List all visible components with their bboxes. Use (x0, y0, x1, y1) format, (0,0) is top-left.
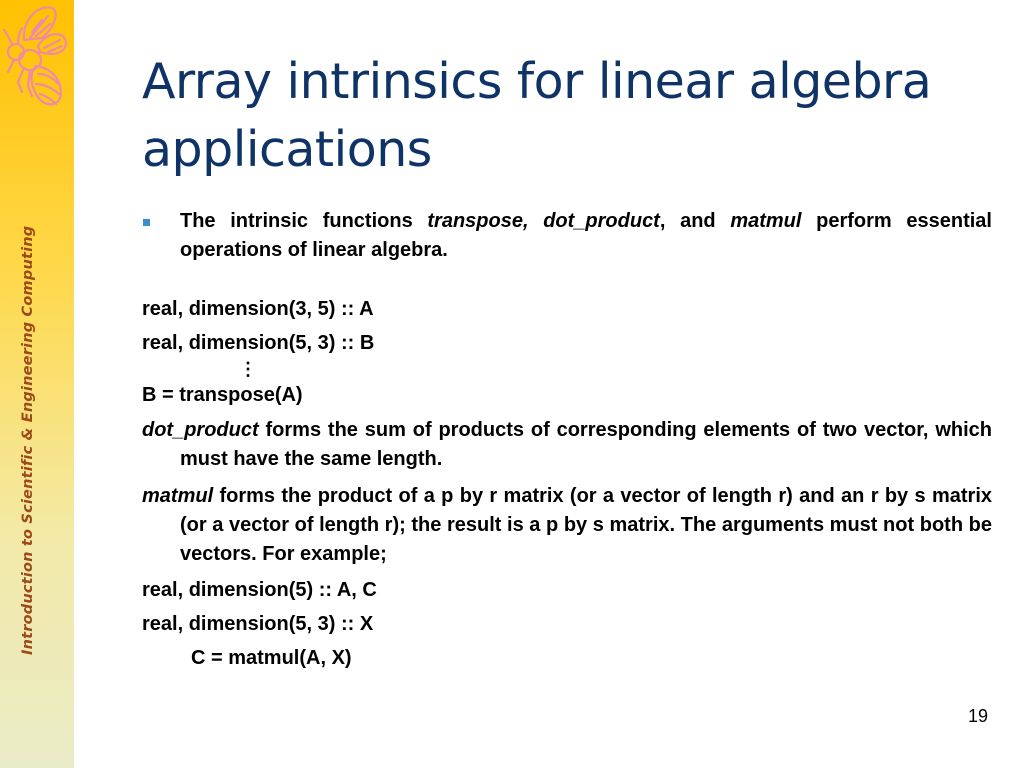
page-number: 19 (967, 706, 988, 726)
code-line: real, dimension(3, 5) :: A (142, 298, 374, 320)
bullet-text-and: , and (659, 210, 731, 232)
matmul-term: matmul (142, 485, 214, 507)
matmul-text: forms the product of a p by r matrix (or a vector of length r) and an r by s matrix (or a vector of length r); the result is a p by s matrix. The arguments must not both be vectors. For example; (180, 485, 992, 565)
dot-product-term: dot_product (142, 419, 259, 441)
vdots-glyph: ⋮ (239, 359, 257, 379)
code-line: B = transpose(A) (142, 384, 303, 406)
dot-product-paragraph (142, 416, 992, 474)
slide-title: Array intrinsics for linear algebra applications (142, 53, 932, 178)
code-line: real, dimension(5, 3) :: B (142, 332, 375, 354)
bullet-text-functions: transpose, dot_product (427, 210, 660, 232)
bullet-text-suffix: perform essential operations of linear algebra. (180, 210, 992, 261)
square-bullet-icon (143, 219, 150, 226)
code-line: C = matmul(A, X) (191, 647, 352, 669)
bullet-text-prefix: The intrinsic functions (180, 210, 428, 232)
bee-icon (2, 2, 70, 112)
bullet-item (142, 207, 992, 265)
sidebar-course-title: Introduction to Scientific & Engineering Computing (20, 225, 36, 655)
sidebar (0, 0, 74, 768)
slide-body (142, 207, 992, 671)
vertical-ellipsis (142, 356, 992, 382)
bullet-text-matmul: matmul (730, 210, 802, 232)
code-line: real, dimension(5) :: A, C (142, 579, 377, 601)
matmul-paragraph (142, 482, 992, 569)
code-line: real, dimension(5, 3) :: X (142, 613, 374, 635)
dot-product-text: forms the sum of products of corresponding elements of two vector, which must have the same length. (180, 419, 992, 470)
